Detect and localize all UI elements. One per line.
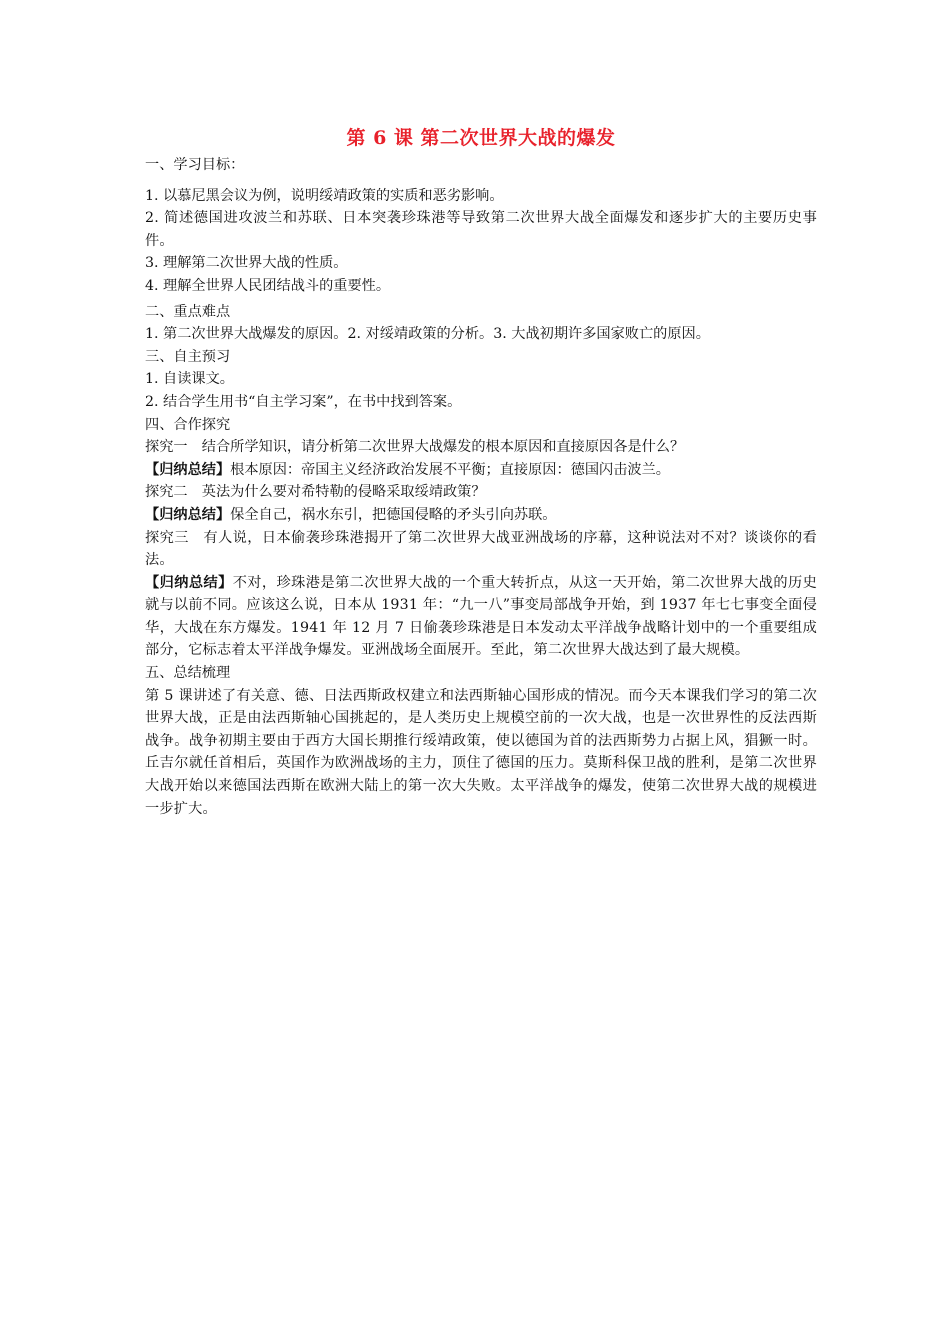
summary-label: 【归纳总结】: [145, 506, 231, 523]
preview-item-1: 1. 自读课文。: [145, 371, 234, 388]
explore-question-3: 探究三 有人说，日本偷袭珍珠港揭开了第二次世界大战亚洲战场的序幕，这种说法对不对？谈谈你的看法。: [145, 529, 817, 569]
explore-answer-1: [145, 459, 817, 482]
explore-question-1: 探究一 结合所学知识，请分析第二次世界大战爆发的根本原因和直接原因各是什么？: [145, 439, 685, 456]
section-heading-preview: 三、自主预习: [145, 348, 231, 365]
goal-item-2: 2. 简述德国进攻波兰和苏联、日本突袭珍珠港等导致第二次世界大战全面爆发和逐步扩大的主要历史事件。: [145, 210, 817, 249]
goal-item-4: 4. 理解全世界人民团结战斗的重要性。: [145, 277, 391, 294]
answer-text: 保全自己，祸水东引，把德国侵略的矛头引向苏联。: [230, 506, 557, 523]
explore-answer-2: [145, 504, 817, 527]
document-page: [145, 122, 817, 820]
summary-label: 【归纳总结】: [145, 461, 231, 478]
page-title: 第 6 课 第二次世界大战的爆发: [346, 127, 616, 149]
section-heading-key-points: 二、重点难点: [145, 303, 231, 320]
explore-question-2: 探究二 英法为什么要对希特勒的侵略采取绥靖政策？: [145, 484, 486, 501]
explore-answer-3: [145, 572, 817, 662]
goal-item-3: 3. 理解第二次世界大战的性质。: [145, 255, 348, 272]
answer-text: 根本原因：帝国主义经济政治发展不平衡；直接原因：德国闪击波兰。: [230, 461, 670, 478]
answer-text: 不对，珍珠港是第二次世界大战的一个重大转折点，从这一天开始，第二次世界大战的历史就与以前不同。应该这么说，日本从 1931 年：“九一八”事变局部战争开始，到 1937 年七七事变全面侵华，大战在东方爆发。1941 年 12 月 7 日偷袭珍珠港是日本发动太平洋战争战略计划中的一个重要组成部分，它标志着太平洋战争爆发。亚洲战场全面展开。至此，第二次世界大战达到了最大规模。: [145, 574, 817, 659]
section-heading-explore: 四、合作探究: [145, 416, 231, 433]
summary-label: 【归纳总结】: [145, 574, 233, 591]
summary-text: 第 5 课讲述了有关意、德、日法西斯政权建立和法西斯轴心国形成的情况。而今天本课我们学习的第二次世界大战，正是由法西斯轴心国挑起的，是人类历史上规模空前的一次大战，也是一次世界性的反法西斯战争。战争初期主要由于西方大国长期推行绥靖政策，使以德国为首的法西斯势力占据上风，猖獗一时。丘吉尔就任首相后，英国作为欧洲战场的主力，顶住了德国的压力。莫斯科保卫战的胜利，是第二次世界大战开始以来德国法西斯在欧洲大陆上的第一次大失败。太平洋战争的爆发，使第二次世界大战的规模进一步扩大。: [145, 687, 817, 817]
key-points-text: 1. 第二次世界大战爆发的原因。2. 对绥靖政策的分析。3. 大战初期许多国家败亡的原因。: [145, 326, 710, 343]
section-heading-goals: 一、学习目标：: [145, 157, 245, 173]
preview-item-2: 2. 结合学生用书“自主学习案”，在书中找到答案。: [145, 393, 462, 410]
goal-item-1: 1. 以慕尼黑会议为例，说明绥靖政策的实质和恶劣影响。: [145, 187, 504, 204]
section-heading-summary: 五、总结梳理: [145, 665, 231, 682]
